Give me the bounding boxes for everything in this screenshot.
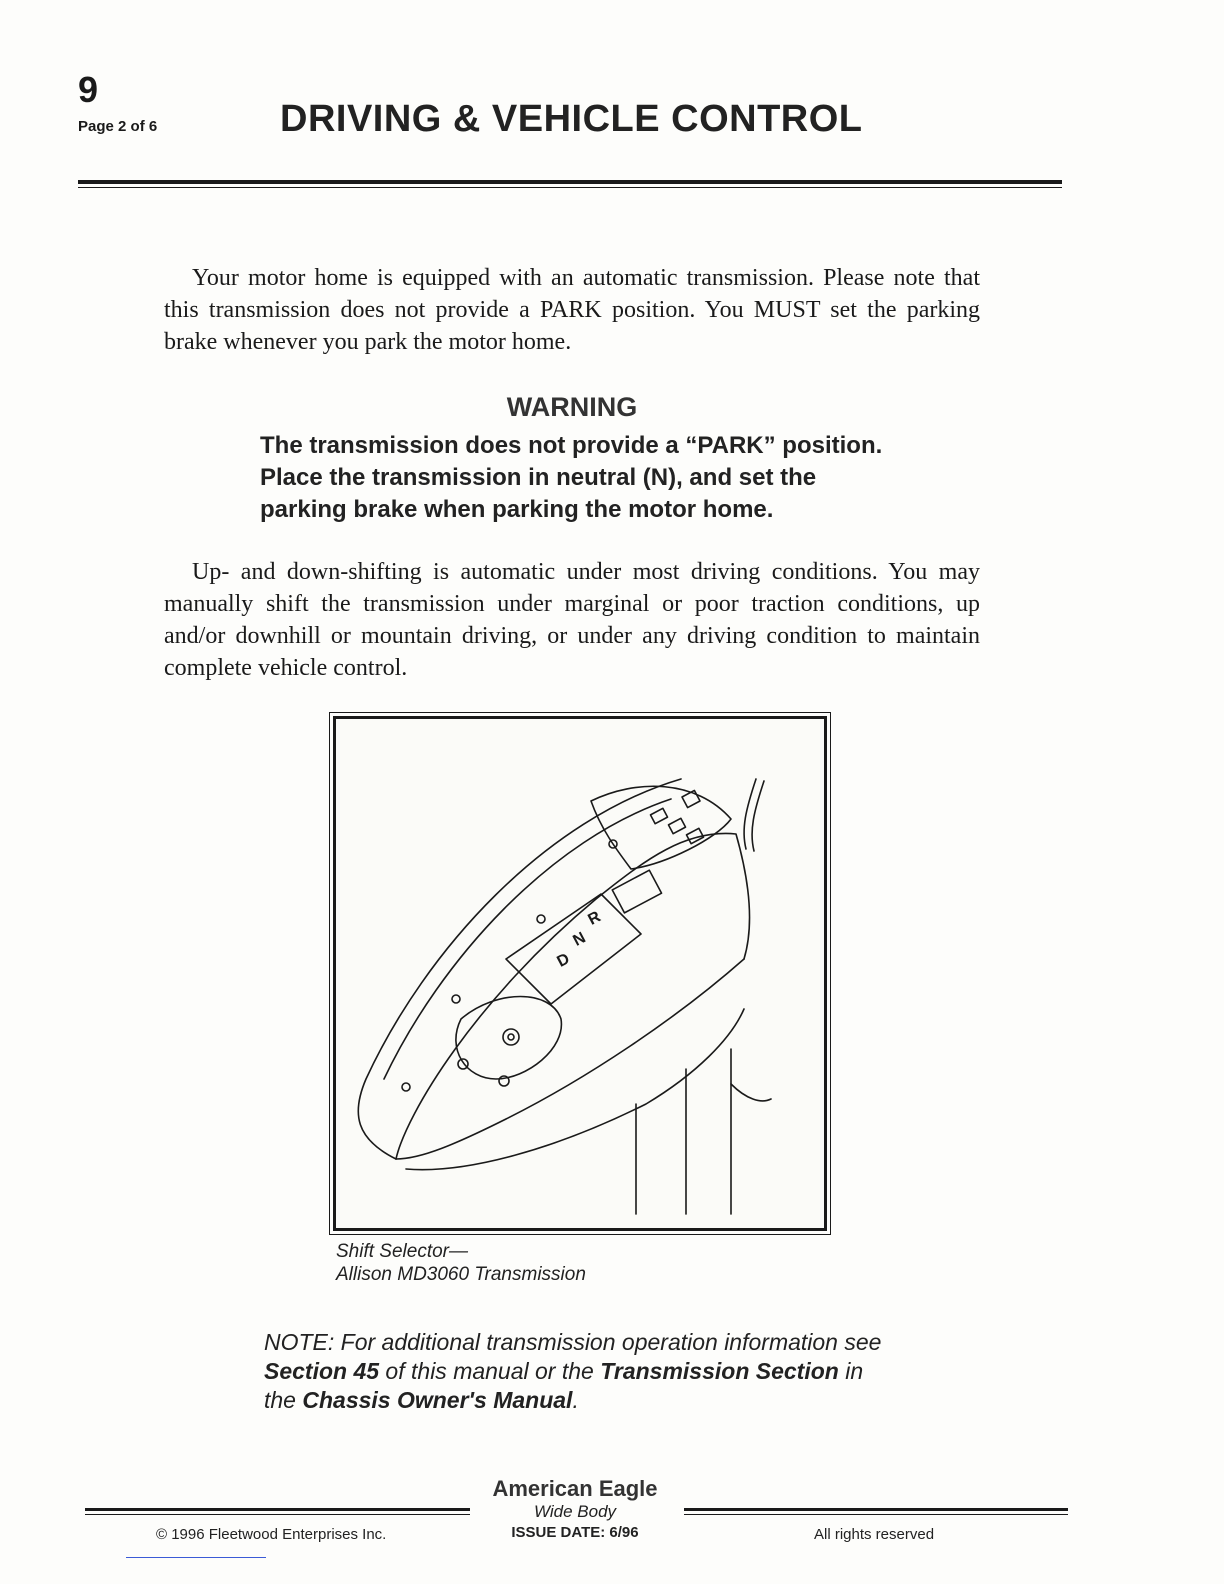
footer-rule-right-thick bbox=[684, 1508, 1068, 1511]
footer-rule-left-thin bbox=[85, 1514, 470, 1515]
note-middle2: in the bbox=[264, 1358, 864, 1413]
figure-caption-line1: Shift Selector— bbox=[336, 1241, 468, 1262]
drive-button-label: D bbox=[554, 950, 573, 971]
shift-selector-illustration bbox=[336, 719, 824, 1228]
note-suffix: . bbox=[572, 1387, 579, 1413]
footer-brand: American Eagle bbox=[492, 1476, 658, 1501]
intro-paragraph: Your motor home is equipped with an automatic transmission. Please note that this transmission does not provide a PARK position. You MUST set the parking brake whenever you park the motor home. bbox=[164, 265, 980, 355]
figure-caption-line2: Allison MD3060 Transmission bbox=[336, 1264, 586, 1285]
header-rule-thin bbox=[78, 187, 1062, 188]
neutral-button-label: N bbox=[570, 929, 589, 950]
footer-scan-mark bbox=[126, 1557, 266, 1558]
figure-frame bbox=[333, 716, 827, 1231]
page-indicator: Page 2 of 6 bbox=[78, 118, 158, 135]
note-middle: of this manual or the bbox=[379, 1358, 601, 1384]
reverse-button-label: R bbox=[585, 908, 604, 929]
shifting-paragraph: Up- and down-shifting is automatic under most driving conditions. You may manually shift the transmission under marginal or poor traction conditions, up and/or downhill or mountain driving, or under any driving condition to maintain complete vehicle control. bbox=[164, 559, 980, 681]
header-rule-thick bbox=[78, 180, 1062, 184]
warning-text: The transmission does not provide a “PARK” position. Place the transmission in neutral (N), and set the parking brake when parking the motor home. bbox=[260, 432, 883, 523]
footer-rule-left-thick bbox=[85, 1508, 470, 1511]
note-manual-reference: Chassis Owner's Manual bbox=[302, 1387, 573, 1413]
warning-title: WARNING bbox=[506, 392, 638, 422]
page-title: DRIVING & VEHICLE CONTROL bbox=[280, 98, 863, 140]
footer-subtitle: Wide Body bbox=[533, 1502, 617, 1521]
footer-rights: All rights reserved bbox=[814, 1526, 935, 1543]
footer-rule-right-thin bbox=[684, 1514, 1068, 1515]
note-section-reference: Section 45 bbox=[264, 1358, 380, 1384]
section-number: 9 bbox=[78, 69, 99, 110]
note-block bbox=[264, 1328, 894, 1415]
note-prefix: NOTE: For additional transmission operation information see bbox=[264, 1329, 882, 1355]
figure-caption bbox=[336, 1240, 586, 1286]
footer-issue-date: ISSUE DATE: 6/96 bbox=[511, 1524, 639, 1541]
footer-copyright: © 1996 Fleetwood Enterprises Inc. bbox=[156, 1526, 387, 1543]
note-transmission-reference: Transmission Section bbox=[600, 1358, 839, 1384]
